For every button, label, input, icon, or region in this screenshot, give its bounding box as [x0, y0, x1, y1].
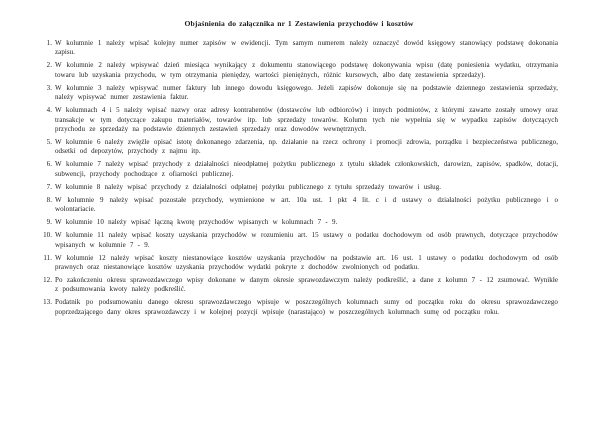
- item-number: 6.: [46, 160, 52, 169]
- item-text: W kolumnie 7 należy wpisać przychody z działalności nieodpłatnej pożytku publicznego z tytułu składek członkowskich, darowizn, zapisów, spadków, dotacji, subwencji, przychody pochodzące z ofiarności publicznej.: [55, 160, 558, 178]
- item-number: 10.: [43, 231, 52, 240]
- item-text: W kolumnie 3 należy wpisywać numer faktury lub innego dowodu księgowego. Jeżeli zapisów dokonuje się na podstawie dziennego zestawienia sprzedaży, należy wpisywać numer zestawienia faktur.: [55, 83, 558, 102]
- item-text: W kolumnach 4 i 5 należy wpisać nazwy oraz adresy kontrahentów (dostawców lub odbiorców) i innych podmiotów, z którymi zawarte zostały umowy oraz transakcje w tym dotyczące zakupu materiałów, towarów itp. lub sprzedaży towarów. Kolumn tych nie wypełnia się w wypadku zapisów dotyczących przychodu ze sprzedaży na podstawie dziennych zestawień sprzedaży oraz dowodów wewnętrznych.: [55, 106, 558, 134]
- item-number: 7.: [46, 182, 52, 191]
- list-item: [40, 276, 558, 295]
- item-text: W kolumnie 11 należy wpisać koszty uzyskania przychodów w rozumieniu art. 15 ustawy o podatku dochodowym od osób prawnych, dotyczące przychodów wpisanych w kolumnie 7 - 9.: [55, 231, 558, 249]
- item-text: W kolumnie 12 należy wpisać koszty niestanowiące kosztów uzyskania przychodów na podstawie art. 16 ust. 1 ustawy o podatku dochodowym od osób prawnych oraz niestanowiące kosztów uzyskania przychodów wydatki pokryte z dochodów zwolnionych od podatku.: [55, 253, 558, 272]
- explanations-list: [40, 39, 558, 317]
- item-text: W kolumnie 2 należy wpisywać dzień miesiąca wynikający z dokumentu stanowiącego podstawę dokonywania wpisu (datę poniesienia wydatku, otrzymania towaru lub uzyskania przychodu, w tym otrzymania pieniędzy, wartości pieniężnych, różnic kursowych, albo datę zestawienia sprzedaży).: [55, 61, 558, 79]
- list-item: [40, 183, 558, 192]
- list-item: [40, 254, 558, 273]
- item-number: 1.: [46, 39, 52, 47]
- item-text: W kolumnie 1 należy wpisać kolejny numer zapisów w ewidencji. Tym samym numerem należy oznaczyć dowód księgowy stanowiący podstawę dokonania zapisu.: [55, 39, 558, 57]
- list-item: [40, 61, 558, 80]
- item-text: Podatnik po podsumowaniu danego okresu sprawozdawczego wpisuje w poszczególnych kolumnach sumy od początku roku do okresu sprawozdawczego poprzedzającego dany okres sprawozdawczy i w kolejnej pozycji wpisuje (narastająco) w poszczególnych kolumnach sumę od początku roku.: [55, 298, 558, 316]
- item-number: 11.: [43, 253, 52, 262]
- list-item: [40, 138, 558, 157]
- list-item: [40, 298, 558, 317]
- item-text: W kolumnie 6 należy zwięźle opisać istotę dokonanego zdarzenia, np. działanie na rzecz ochrony i promocji zdrowia, porządku i bezpieczeństwa publicznego, odsetki od depozytów, przychody z najmu itp.: [55, 138, 558, 156]
- list-item: [40, 196, 558, 215]
- list-item: [40, 231, 558, 250]
- list-item: [40, 84, 558, 103]
- list-item: [40, 160, 558, 179]
- item-number: 12.: [43, 276, 52, 285]
- item-text: W kolumnie 8 należy wpisać przychody z działalności odpłatnej pożytku publicznego z tytułu sprzedaży towarów i usług.: [55, 182, 442, 191]
- item-number: 5.: [46, 138, 52, 147]
- list-item: [40, 218, 558, 227]
- item-text: W kolumnie 10 należy wpisać łączną kwotę przychodów wpisanych w kolumnach 7 - 9.: [55, 218, 338, 227]
- item-text: Po zakończeniu okresu sprawozdawczego wpisy dokonane w danym okresie sprawozdawczym należy podkreślić, a dane z kolumn 7 - 12 zsumować. Wynikłe z podsumowania kwoty należy podkreślić.: [55, 276, 558, 294]
- item-number: 2.: [46, 61, 52, 70]
- item-number: 13.: [43, 298, 52, 307]
- list-item: [40, 39, 558, 58]
- document-title: Objaśnienia do załącznika nr 1 Zestawienia przychodów i kosztów: [184, 19, 414, 28]
- item-number: 8.: [46, 195, 52, 204]
- item-text: W kolumnie 9 należy wpisać pozostałe przychody, wymienione w art. 10a ust. 1 pkt 4 lit. c i d ustawy o działalności pożytku publicznego i o wolontariacie.: [55, 195, 558, 214]
- item-number: 4.: [46, 106, 52, 115]
- item-number: 3.: [46, 83, 52, 92]
- list-item: [40, 106, 558, 134]
- item-number: 9.: [46, 218, 52, 227]
